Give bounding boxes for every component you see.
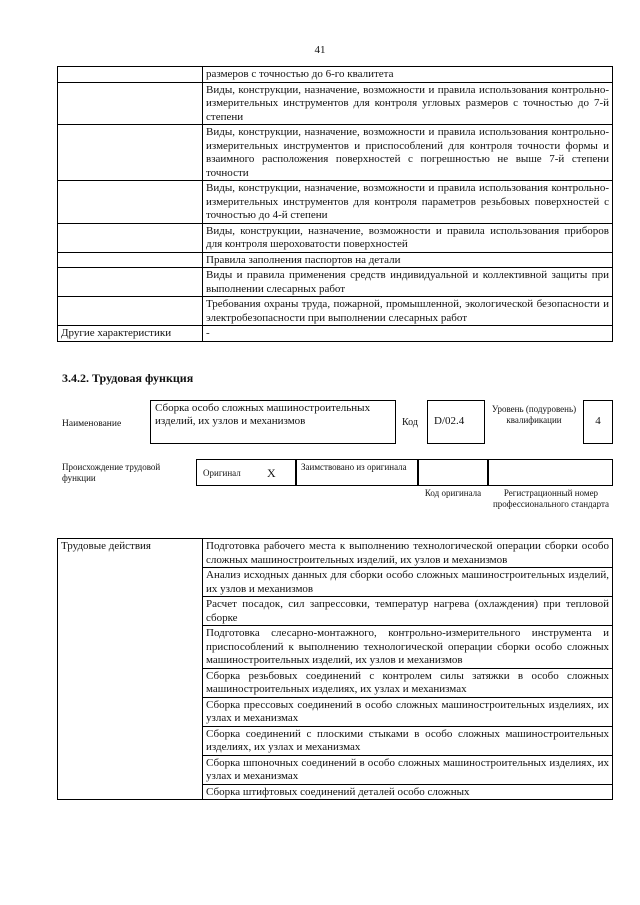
row-label bbox=[58, 268, 203, 297]
table-row bbox=[58, 252, 613, 268]
section-title: 3.4.2. Трудовая функция bbox=[62, 371, 194, 385]
row-text: Виды, конструкции, назначение, возможности и правила использования приборов для контроля шероховатости поверхностей bbox=[203, 223, 613, 252]
table-row bbox=[58, 223, 613, 252]
name-label: Наименование bbox=[62, 419, 122, 429]
table-row bbox=[58, 297, 613, 326]
code-box bbox=[427, 400, 485, 444]
level-value: 4 bbox=[595, 415, 601, 427]
row-label bbox=[58, 252, 203, 268]
row-label bbox=[58, 223, 203, 252]
labor-action-item: Подготовка слесарно-монтажного, контрольно-измерительного инструмента и приспособлений к выполнению технологической операции сборки особо сложных машиностроительных изделий, их узлов и механизмов bbox=[203, 626, 613, 669]
original-label: Оригинал bbox=[203, 468, 241, 478]
table-row bbox=[58, 181, 613, 224]
labor-action-item: Расчет посадок, сил запрессовки, температур нагрева (охлаждения) при тепловой сборке bbox=[203, 597, 613, 626]
borrowed-box bbox=[296, 459, 418, 486]
labor-actions-table bbox=[57, 538, 613, 800]
row-text: Виды, конструкции, назначение, возможности и правила использования контрольно-измерительных инструментов для контроля угловых размеров с точностью до 7-й степени bbox=[203, 82, 613, 125]
labor-action-item: Сборка резьбовых соединений с контролем силы затяжки в особо сложных машиностроительных изделиях, их узлах и механизмах bbox=[203, 668, 613, 697]
row-text: - bbox=[203, 326, 613, 342]
labor-action-item: Сборка прессовых соединений в особо сложных машиностроительных изделиях, их узлах и механизмах bbox=[203, 697, 613, 726]
row-text: Виды, конструкции, назначение, возможности и правила использования контрольно-измерительных инструментов и приспособлений для контроля точности формы и взаимного расположения поверхностей с погрешностью не выше 7-й степени точности bbox=[203, 125, 613, 181]
code-value: D/02.4 bbox=[434, 415, 465, 427]
row-text: Правила заполнения паспортов на детали bbox=[203, 252, 613, 268]
table-row bbox=[58, 326, 613, 342]
borrowed-label: Заимствовано из оригинала bbox=[301, 462, 407, 472]
row-text: Виды и правила применения средств индивидуальной и коллективной защиты при выполнении слесарных работ bbox=[203, 268, 613, 297]
origin-code-box bbox=[418, 459, 488, 486]
page-number: 41 bbox=[314, 44, 326, 56]
origin-label: Происхождение трудовой функции bbox=[62, 462, 161, 483]
row-text: размеров с точностью до 6-го квалитета bbox=[203, 67, 613, 83]
level-label: Уровень (подуровень) квалификации bbox=[491, 404, 577, 425]
origin-code-caption: Код оригинала bbox=[424, 488, 482, 498]
row-label bbox=[58, 67, 203, 83]
labor-actions-label: Трудовые действия bbox=[58, 539, 203, 800]
labor-action-item: Сборка шпоночных соединений в особо сложных машиностроительных изделиях, их узлах и механизмах bbox=[203, 755, 613, 784]
row-label bbox=[58, 125, 203, 181]
code-label: Код bbox=[402, 417, 418, 428]
original-mark: X bbox=[267, 466, 276, 480]
table-row bbox=[58, 82, 613, 125]
function-name-box bbox=[150, 400, 396, 444]
reg-number-caption: Регистрационный номер профессионального стандарта bbox=[492, 488, 610, 509]
labor-action-item: Сборка штифтовых соединений деталей особо сложных bbox=[203, 784, 613, 800]
table-row bbox=[58, 539, 613, 568]
row-label bbox=[58, 82, 203, 125]
row-label bbox=[58, 181, 203, 224]
level-box bbox=[583, 400, 613, 444]
knowledge-table bbox=[57, 66, 613, 342]
original-box bbox=[196, 459, 296, 486]
labor-action-item: Анализ исходных данных для сборки особо сложных машиностроительных изделий, их узлов и механизмов bbox=[203, 568, 613, 597]
table-row bbox=[58, 268, 613, 297]
table-row bbox=[58, 67, 613, 83]
table-row bbox=[58, 125, 613, 181]
labor-action-item: Подготовка рабочего места к выполнению технологической операции сборки особо сложных машиностроительных изделий, их узлов и механизмов bbox=[203, 539, 613, 568]
row-text: Требования охраны труда, пожарной, промышленной, экологической безопасности и электробезопасности при выполнении слесарных работ bbox=[203, 297, 613, 326]
reg-number-box bbox=[488, 459, 613, 486]
function-name-value: Сборка особо сложных машиностроительных изделий, их узлов и механизмов bbox=[155, 402, 371, 427]
labor-action-item: Сборка соединений с плоскими стыками в особо сложных машиностроительных изделиях, их узлах и механизмах bbox=[203, 726, 613, 755]
row-text: Виды, конструкции, назначение, возможности и правила использования контрольно-измерительных инструментов для контроля параметров резьбовых поверхностей с точностью до 4-й степени bbox=[203, 181, 613, 224]
row-label bbox=[58, 297, 203, 326]
row-label: Другие характеристики bbox=[58, 326, 203, 342]
